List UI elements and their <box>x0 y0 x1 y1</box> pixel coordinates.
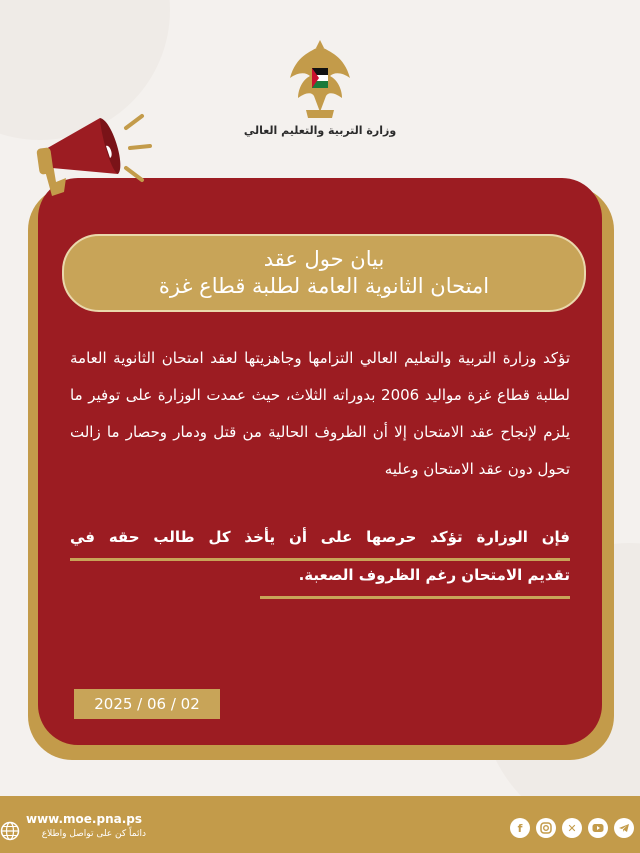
ministry-name: وزارة التربية والتعليم العالي <box>243 124 397 137</box>
highlight-underline-1 <box>70 558 570 561</box>
footer-tagline: دائماً كن على تواصل واطلاع <box>41 829 146 839</box>
social-icons <box>510 818 634 838</box>
telegram-icon[interactable] <box>614 818 634 838</box>
instagram-icon[interactable] <box>536 818 556 838</box>
highlight-line-1: فإن الوزارة تؤكد حرصها على أن يأخذ كل طالب حقه في <box>70 528 570 546</box>
date-badge: 2025 / 06 / 02 <box>74 689 220 719</box>
x-icon[interactable]: ✕ <box>562 818 582 838</box>
megaphone-icon <box>22 108 192 208</box>
title-line-1: بيان حول عقد <box>263 247 385 271</box>
statement-title-banner <box>62 234 586 312</box>
facebook-icon[interactable]: f <box>510 818 530 838</box>
statement-body: تؤكد وزارة التربية والتعليم العالي التزامها وجاهزيتها لعقد امتحان الثانوية العامة لطلبة قطاع غزة مواليد 2006 بدوراته الثلاث، حيث عمدت الوزارة على توفير ما يلزم لإنجاح عقد الامتحان إلا أن الظروف الحالية من قتل ودمار وحصار ما زالت تحول دون عقد الامتحان وعليه <box>70 349 570 478</box>
website-link[interactable]: www.moe.pna.ps <box>26 812 143 826</box>
highlight-underline-2 <box>260 596 570 599</box>
globe-icon <box>0 821 20 841</box>
highlight-line-2: تقديم الامتحان رغم الظروف الصعبة. <box>298 566 570 584</box>
palestine-eagle-emblem-icon <box>288 38 352 120</box>
youtube-icon[interactable] <box>588 818 608 838</box>
title-line-2: امتحان الثانوية العامة لطلبة قطاع غزة <box>158 274 490 298</box>
